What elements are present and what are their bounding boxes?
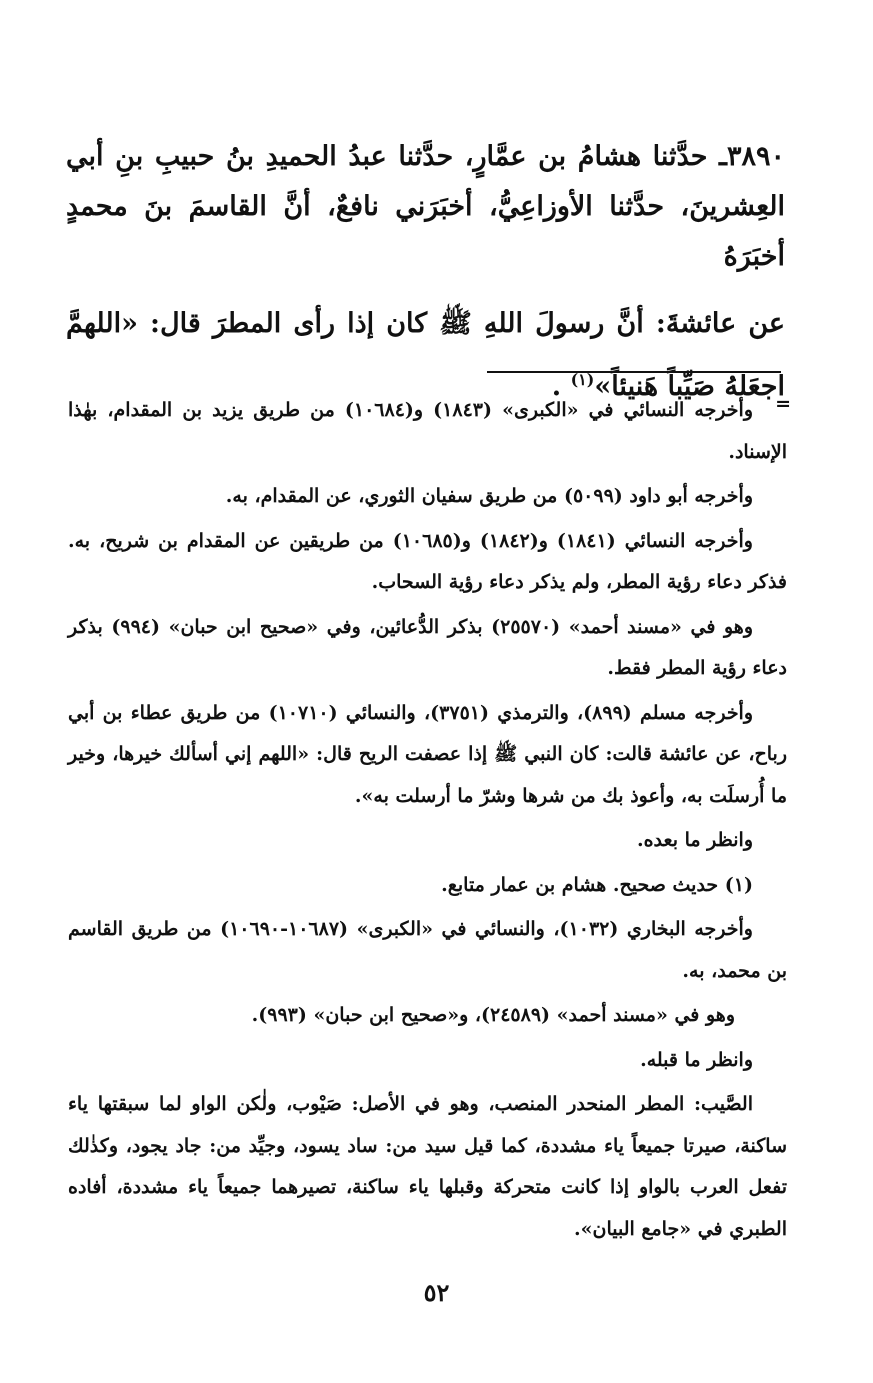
footnote-paragraph: الصَّيب: المطر المنحدر المنصب، وهو في الأصل: صَيْوب، ولٰكن الواو لما سبقتها ياء ساكنة، صيرتا جميعاً ياء مشددة، كما قيل سيد من: ساد يسود، وجيِّد من: جاد يجود، وكذٰلك تفعل العرب بالواو إذا كانت متحركة وقبلها ياء ساكنة، تصيرهما جميعاً ياء مشددة، أفاده الطبري في «جامع البيان». bbox=[68, 1093, 787, 1240]
footnote-paragraph: وانظر ما قبله. bbox=[640, 1048, 753, 1071]
footnote-1: (١) حديث صحيح. هشام بن عمار متابع. bbox=[441, 873, 753, 896]
hadith-isnad: ٣٨٩٠ـ حدَّثنا هشامُ بن عمَّارٍ، حدَّثنا عبدُ الحميدِ بنُ حبيبِ بنِ أبي العِشرينَ، حدَّثنا الأوزاعِيُّ، أخبَرَني نافعٌ، أنَّ القاسمَ بنَ محمدٍ أخبَرَهُ bbox=[66, 141, 785, 272]
footnote-paragraph: وهو في «مسند أحمد» (٢٤٥٨٩)، و«صحيح ابن حبان» (٩٩٣). bbox=[251, 1004, 735, 1026]
hadith-end-mark: . bbox=[551, 371, 562, 402]
page-number: ٥٢ bbox=[423, 1278, 450, 1307]
note-paragraph: وأخرجه أبو داود (٥٠٩٩) من طريق سفيان الثوري، عن المقدام، به. bbox=[225, 485, 753, 507]
note-paragraph: وأخرجه النسائي (١٨٤١) و(١٨٤٢) و(١٠٦٨٥) من طريقين عن المقدام بن شريح، به. فذكر دعاء رؤية المطر، ولم يذكر دعاء رؤية السحاب. bbox=[68, 529, 787, 593]
hadith-matn-text: عن عائشةَ: أنَّ رسولَ اللهِ ﷺ كان إذا رأى المطرَ قال: «اللهمَّ اجعَلهُ صَيِّباً هَنيئاً» bbox=[66, 308, 785, 402]
footnote-reference[interactable]: (١) bbox=[570, 370, 595, 389]
continuation-mark: = bbox=[775, 393, 791, 415]
note-paragraph: وانظر ما بعده. bbox=[636, 829, 753, 851]
note-paragraph: وأخرجه النسائي في «الكبرى» (١٨٤٣) و(١٠٦٨٤) من طريق يزيد بن المقدام، بهٰذا الإسناد. bbox=[68, 399, 787, 463]
footnote-divider bbox=[487, 371, 781, 373]
note-paragraph: وهو في «مسند أحمد» (٢٥٥٧٠) بذكر الدُّعائين، وفي «صحيح ابن حبان» (٩٩٤) بذكر دعاء رؤية المطر فقط. bbox=[68, 615, 787, 679]
footnotes-section bbox=[68, 390, 791, 1253]
note-paragraph: وأخرجه مسلم (٨٩٩)، والترمذي (٣٧٥١)، والنسائي (١٠٧١٠) من طريق عطاء بن أبي رباح، عن عائشة قالت: كان النبي ﷺ إذا عصفت الريح قال: «اللهم إني أسألك خيرها، وخير ما أُرسلَت به، وأعوذ بك من شرها وشرّ ما أرسلت به». bbox=[68, 701, 787, 807]
footnote-paragraph: وأخرجه البخاري (١٠٣٢)، والنسائي في «الكبرى» (١٠٦٨٧-١٠٦٩٠) من طريق القاسم بن محمد، به. bbox=[68, 918, 787, 982]
